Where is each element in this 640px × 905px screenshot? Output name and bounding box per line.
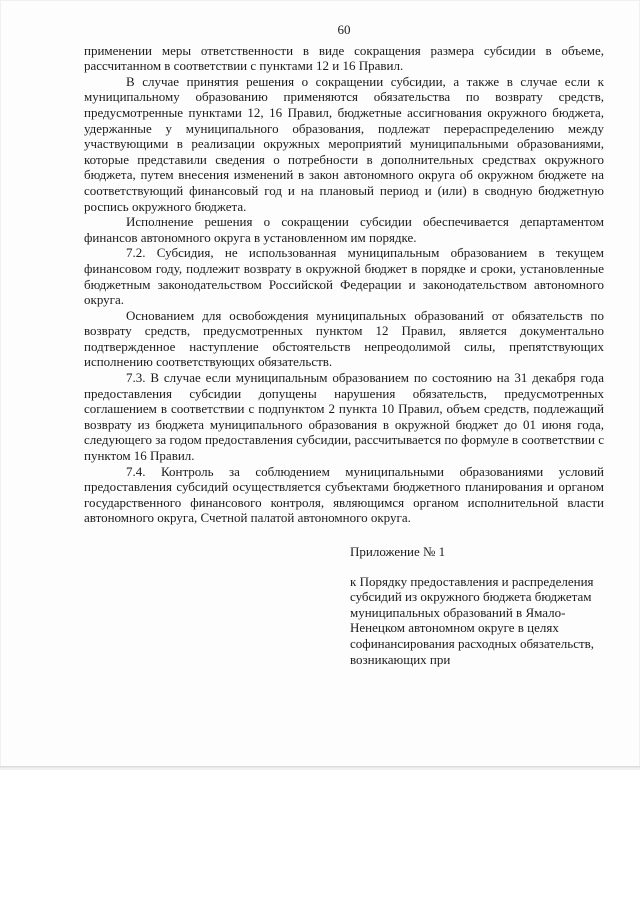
document-page: [84, 22, 604, 667]
appendix-text: к Порядку предоставления и распределения субсидий из окружного бюджета бюджетам муниципальных образований в Ямало-Ненецком автономном округе в целях софинансирования расходных обязательств, возникающих при: [350, 573, 595, 667]
scan-edge-shadow: [0, 766, 640, 769]
paragraph-7-4: 7.4. Контроль за соблюдением муниципальными образованиями условий предоставления субсидий осуществляется субъектами бюджетного планирования и органом государственного финансового контроля, являющимся органом исполнительной власти автономного округа, Счетной палатой автономного округа.: [84, 463, 604, 526]
paragraph-force-majeure: Основанием для освобождения муниципальных образований от обязательств по возврату средств, предусмотренных пунктом 12 Правил, является документально подтвержденное наступление обстоятельств непреодолимой силы, препятствующих исполнению соответствующих обязательств.: [84, 307, 604, 370]
paragraph-7-2: 7.2. Субсидия, не использованная муниципальным образованием в текущем финансовом году, подлежит возврату в окружной бюджет в порядке и сроки, установленные бюджетным законодательством Российской Федерации и законодательством автономного округа.: [84, 245, 604, 308]
paragraph-continuation: применении меры ответственности в виде сокращения размера субсидии в объеме, рассчитанном в соответствии с пунктами 12 и 16 Правил.: [84, 42, 604, 74]
appendix-title: Приложение № 1: [350, 544, 446, 559]
paragraph-7-3: 7.3. В случае если муниципальным образованием по состоянию на 31 декабря года предоставления субсидии допущены нарушения обязательств, предусмотренных соглашением в соответствии с подпунктом 2 пункта 10 Правил, объем средств, подлежащий возврату из бюджета муниципального образования в окружной бюджет до 01 июня года, следующего за годом предоставления субсидии, рассчитывается по формуле в соответствии с пунктом 16 Правил.: [84, 370, 604, 464]
paragraph-execution: Исполнение решения о сокращении субсидии обеспечивается департаментом финансов автономного округа в установленном им порядке.: [84, 214, 604, 245]
paragraph-subsidy-reduction: В случае принятия решения о сокращении субсидии, а также в случае если к муниципальному образованию применяются обязательства по возврату средств, предусмотренные пунктами 12, 16 Правил, бюджетные ассигнования окружного бюджета, удержанные у муниципального образования, подлежат перераспределению между участвующими в реализации окружных мероприятий муниципальными образованиями, которые представили сведения о потребности в дополнительных средствах окружного бюджета, путем внесения изменений в закон автономного округа об окружном бюджете на соответствующий финансовый год и на плановый период и (или) в сводную бюджетную роспись окружного бюджета.: [84, 73, 604, 214]
page-number: 60: [337, 22, 351, 37]
appendix-block: [350, 544, 600, 667]
